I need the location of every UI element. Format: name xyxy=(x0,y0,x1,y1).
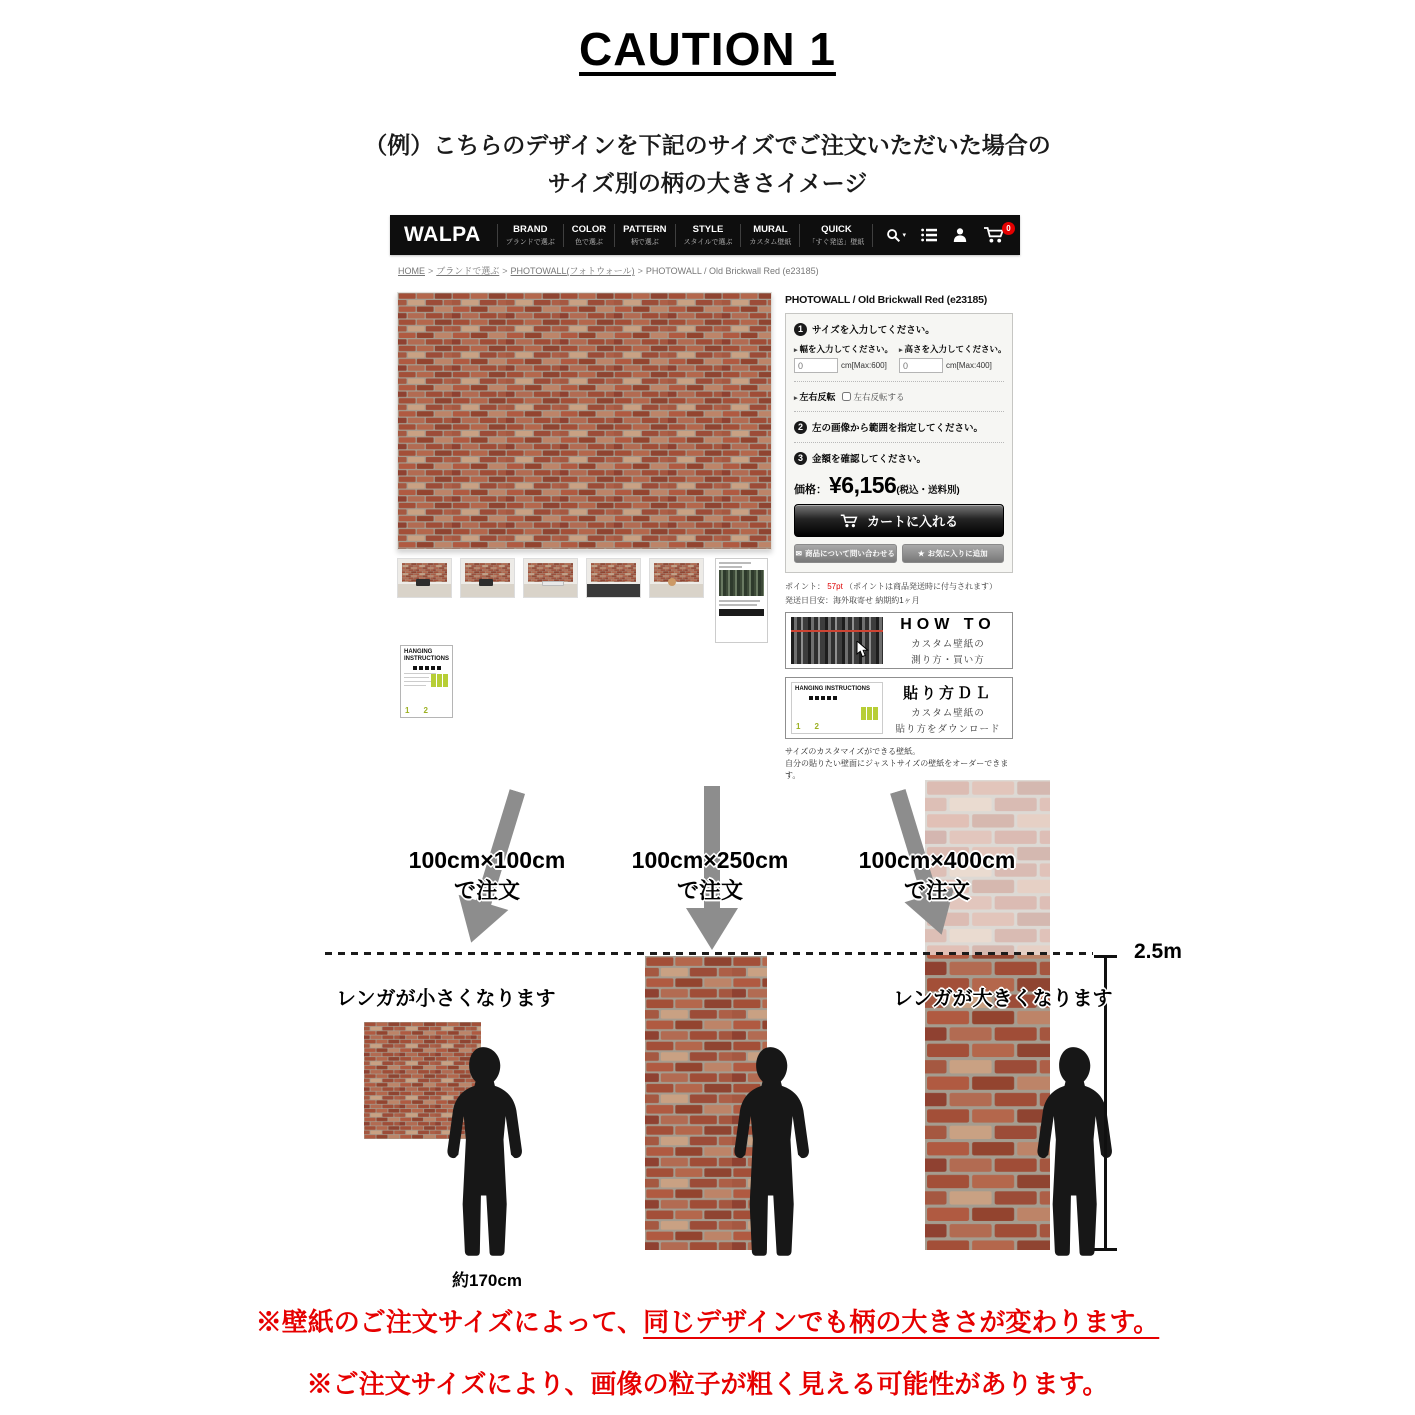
warning-line-1: ※壁紙のご注文サイズによって、同じデザインでも柄の大きさが変わります。 xyxy=(255,1307,1160,1337)
instruction-preview-thumbnail[interactable] xyxy=(715,558,768,643)
width-label: ▸ 幅を入力してください。 xyxy=(794,344,894,354)
flip-row: ▸ 左右反転 左右反転する xyxy=(794,391,905,402)
order-panel xyxy=(785,294,1013,782)
howto-banner-image xyxy=(791,617,883,664)
product-thumbnail[interactable] xyxy=(649,558,704,598)
person-height-label: 約170cm xyxy=(452,1271,522,1290)
cursor-icon xyxy=(856,641,869,658)
account-icon[interactable] xyxy=(952,227,968,243)
hanging-instructions-thumbnail[interactable]: HANGING INSTRUCTIONS 1 2 xyxy=(400,645,453,718)
nav-item-mural[interactable]: MURAL カスタム壁紙 xyxy=(740,224,799,247)
points-value: 57pt xyxy=(827,582,843,591)
order-size-label-medium: 100cm×250cm で注文 xyxy=(631,847,789,904)
step-2: 2 左の画像から範囲を指定してください。 xyxy=(794,420,1004,434)
hanging-dl-banner[interactable]: HANGING INSTRUCTIONS 1 2 貼り方ＤＬ カスタム壁紙の 貼り方をダウンロード xyxy=(785,677,1013,739)
cart-icon[interactable] xyxy=(983,224,1011,244)
nav-item-brand[interactable]: BRAND ブランドで選ぶ xyxy=(497,224,563,247)
product-thumbnail[interactable] xyxy=(586,558,641,598)
add-to-cart-button[interactable]: カートに入れる xyxy=(794,504,1004,537)
points-line: ポイント： 57pt （ポイントは商品発送時に付与されます） xyxy=(785,582,998,591)
example-line1: （例）こちらのデザインを下記のサイズでご注文いただいた場合の xyxy=(364,132,1051,158)
flip-checkbox[interactable] xyxy=(842,392,851,401)
person-silhouette xyxy=(715,1045,823,1260)
order-steps-box xyxy=(785,313,1013,573)
star-icon: ★ xyxy=(917,549,925,558)
person-silhouette xyxy=(1018,1045,1126,1260)
height-label: ▸ 高さを入力してください。 xyxy=(899,344,1007,354)
product-description: サイズのカスタマイズができる壁紙。 自分の貼りたい壁面にジャストサイズの壁紙をオーダーできます。 xyxy=(785,747,1009,780)
step-3: 3 金額を確認してください。 xyxy=(794,451,1004,465)
dl-title: 貼り方ＤＬ xyxy=(902,684,993,702)
product-title: PHOTOWALL / Old Brickwall Red (e23185) xyxy=(785,294,988,306)
flip-checkbox-label[interactable]: 左右反転する xyxy=(842,391,905,403)
width-unit: cm[Max:600] xyxy=(841,361,887,370)
howto-banner[interactable]: HOW TO カスタム壁紙の 測り方・買い方 xyxy=(785,612,1013,669)
search-icon[interactable] xyxy=(886,228,906,243)
breadcrumb-brand[interactable]: ブランドで選ぶ xyxy=(436,266,500,276)
width-input[interactable] xyxy=(794,358,838,373)
breadcrumb-current: PHOTOWALL / Old Brickwall Red (e23185) xyxy=(645,266,819,276)
list-icon[interactable] xyxy=(921,228,937,242)
ceiling-dashed-line xyxy=(325,952,1093,955)
inquiry-button[interactable]: ✉ 商品について問い合わせる xyxy=(794,544,897,563)
cart-count-badge: 0 xyxy=(1002,222,1015,235)
step-1: 1 サイズを入力してください。 xyxy=(794,322,1004,336)
chevron-icon: ▸ xyxy=(899,347,903,354)
search-caret-icon: ▾ xyxy=(902,232,906,239)
breadcrumb: HOME > ブランドで選ぶ > PHOTOWALL(フォトウォール) > PHOTOWALL / Old Brickwall Red (e23185) xyxy=(398,266,819,276)
note-bricks-smaller: レンガが小さくなります xyxy=(336,988,556,1010)
note-bricks-bigger: レンガが大きくなります xyxy=(893,988,1113,1010)
height-input[interactable] xyxy=(899,358,943,373)
wall-height-label: 2.5m xyxy=(1134,940,1182,963)
mail-icon: ✉ xyxy=(795,549,802,558)
main-nav xyxy=(497,220,874,250)
warning-line-2: ※ご注文サイズにより、画像の粒子が粗く見える可能性があります。 xyxy=(306,1369,1109,1399)
site-header xyxy=(390,215,1020,255)
howto-title: HOW TO xyxy=(900,615,996,633)
chevron-icon: ▸ xyxy=(794,395,798,402)
product-image-brick-wall[interactable] xyxy=(397,292,772,550)
nav-item-color[interactable]: COLOR 色で選ぶ xyxy=(563,224,614,247)
page-title: CAUTION 1 xyxy=(579,23,836,75)
product-thumbnail[interactable] xyxy=(523,558,578,598)
product-thumbnail[interactable] xyxy=(397,558,452,598)
walpa-logo[interactable]: WALPA xyxy=(404,223,481,246)
favorite-button[interactable]: ★ お気に入りに追加 xyxy=(902,544,1005,563)
price-value: ¥6,156 xyxy=(829,472,897,498)
hanging-instructions-image: HANGING INSTRUCTIONS 1 2 xyxy=(791,682,883,734)
cart-icon xyxy=(840,513,859,529)
walpa-product-page-screenshot xyxy=(390,215,1020,780)
chevron-icon: ▸ xyxy=(794,347,798,354)
height-unit: cm[Max:400] xyxy=(946,361,992,370)
order-size-label-small: 100cm×100cm で注文 xyxy=(408,847,566,904)
nav-item-quick[interactable]: QUICK 「すぐ発送」壁紙 xyxy=(799,224,873,247)
product-thumbnail[interactable] xyxy=(460,558,515,598)
breadcrumb-home[interactable]: HOME xyxy=(398,266,425,276)
nav-item-style[interactable]: STYLE スタイルで選ぶ xyxy=(675,224,741,247)
order-size-label-large: 100cm×400cm で注文 xyxy=(858,847,1016,904)
example-line2: サイズ別の柄の大きさイメージ xyxy=(547,170,868,196)
shipping-line: 発送日目安：海外取寄せ 納期約1ヶ月 xyxy=(785,596,920,605)
example-text xyxy=(0,126,1415,202)
thumbnail-row xyxy=(397,558,704,598)
person-silhouette xyxy=(428,1045,536,1260)
header-icons xyxy=(886,224,1011,244)
price-row: 価格： ¥6,156 (税込・送料別) xyxy=(794,472,960,498)
breadcrumb-photowall[interactable]: PHOTOWALL(フォトウォール) xyxy=(510,266,635,276)
nav-item-pattern[interactable]: PATTERN 柄で選ぶ xyxy=(614,224,674,247)
